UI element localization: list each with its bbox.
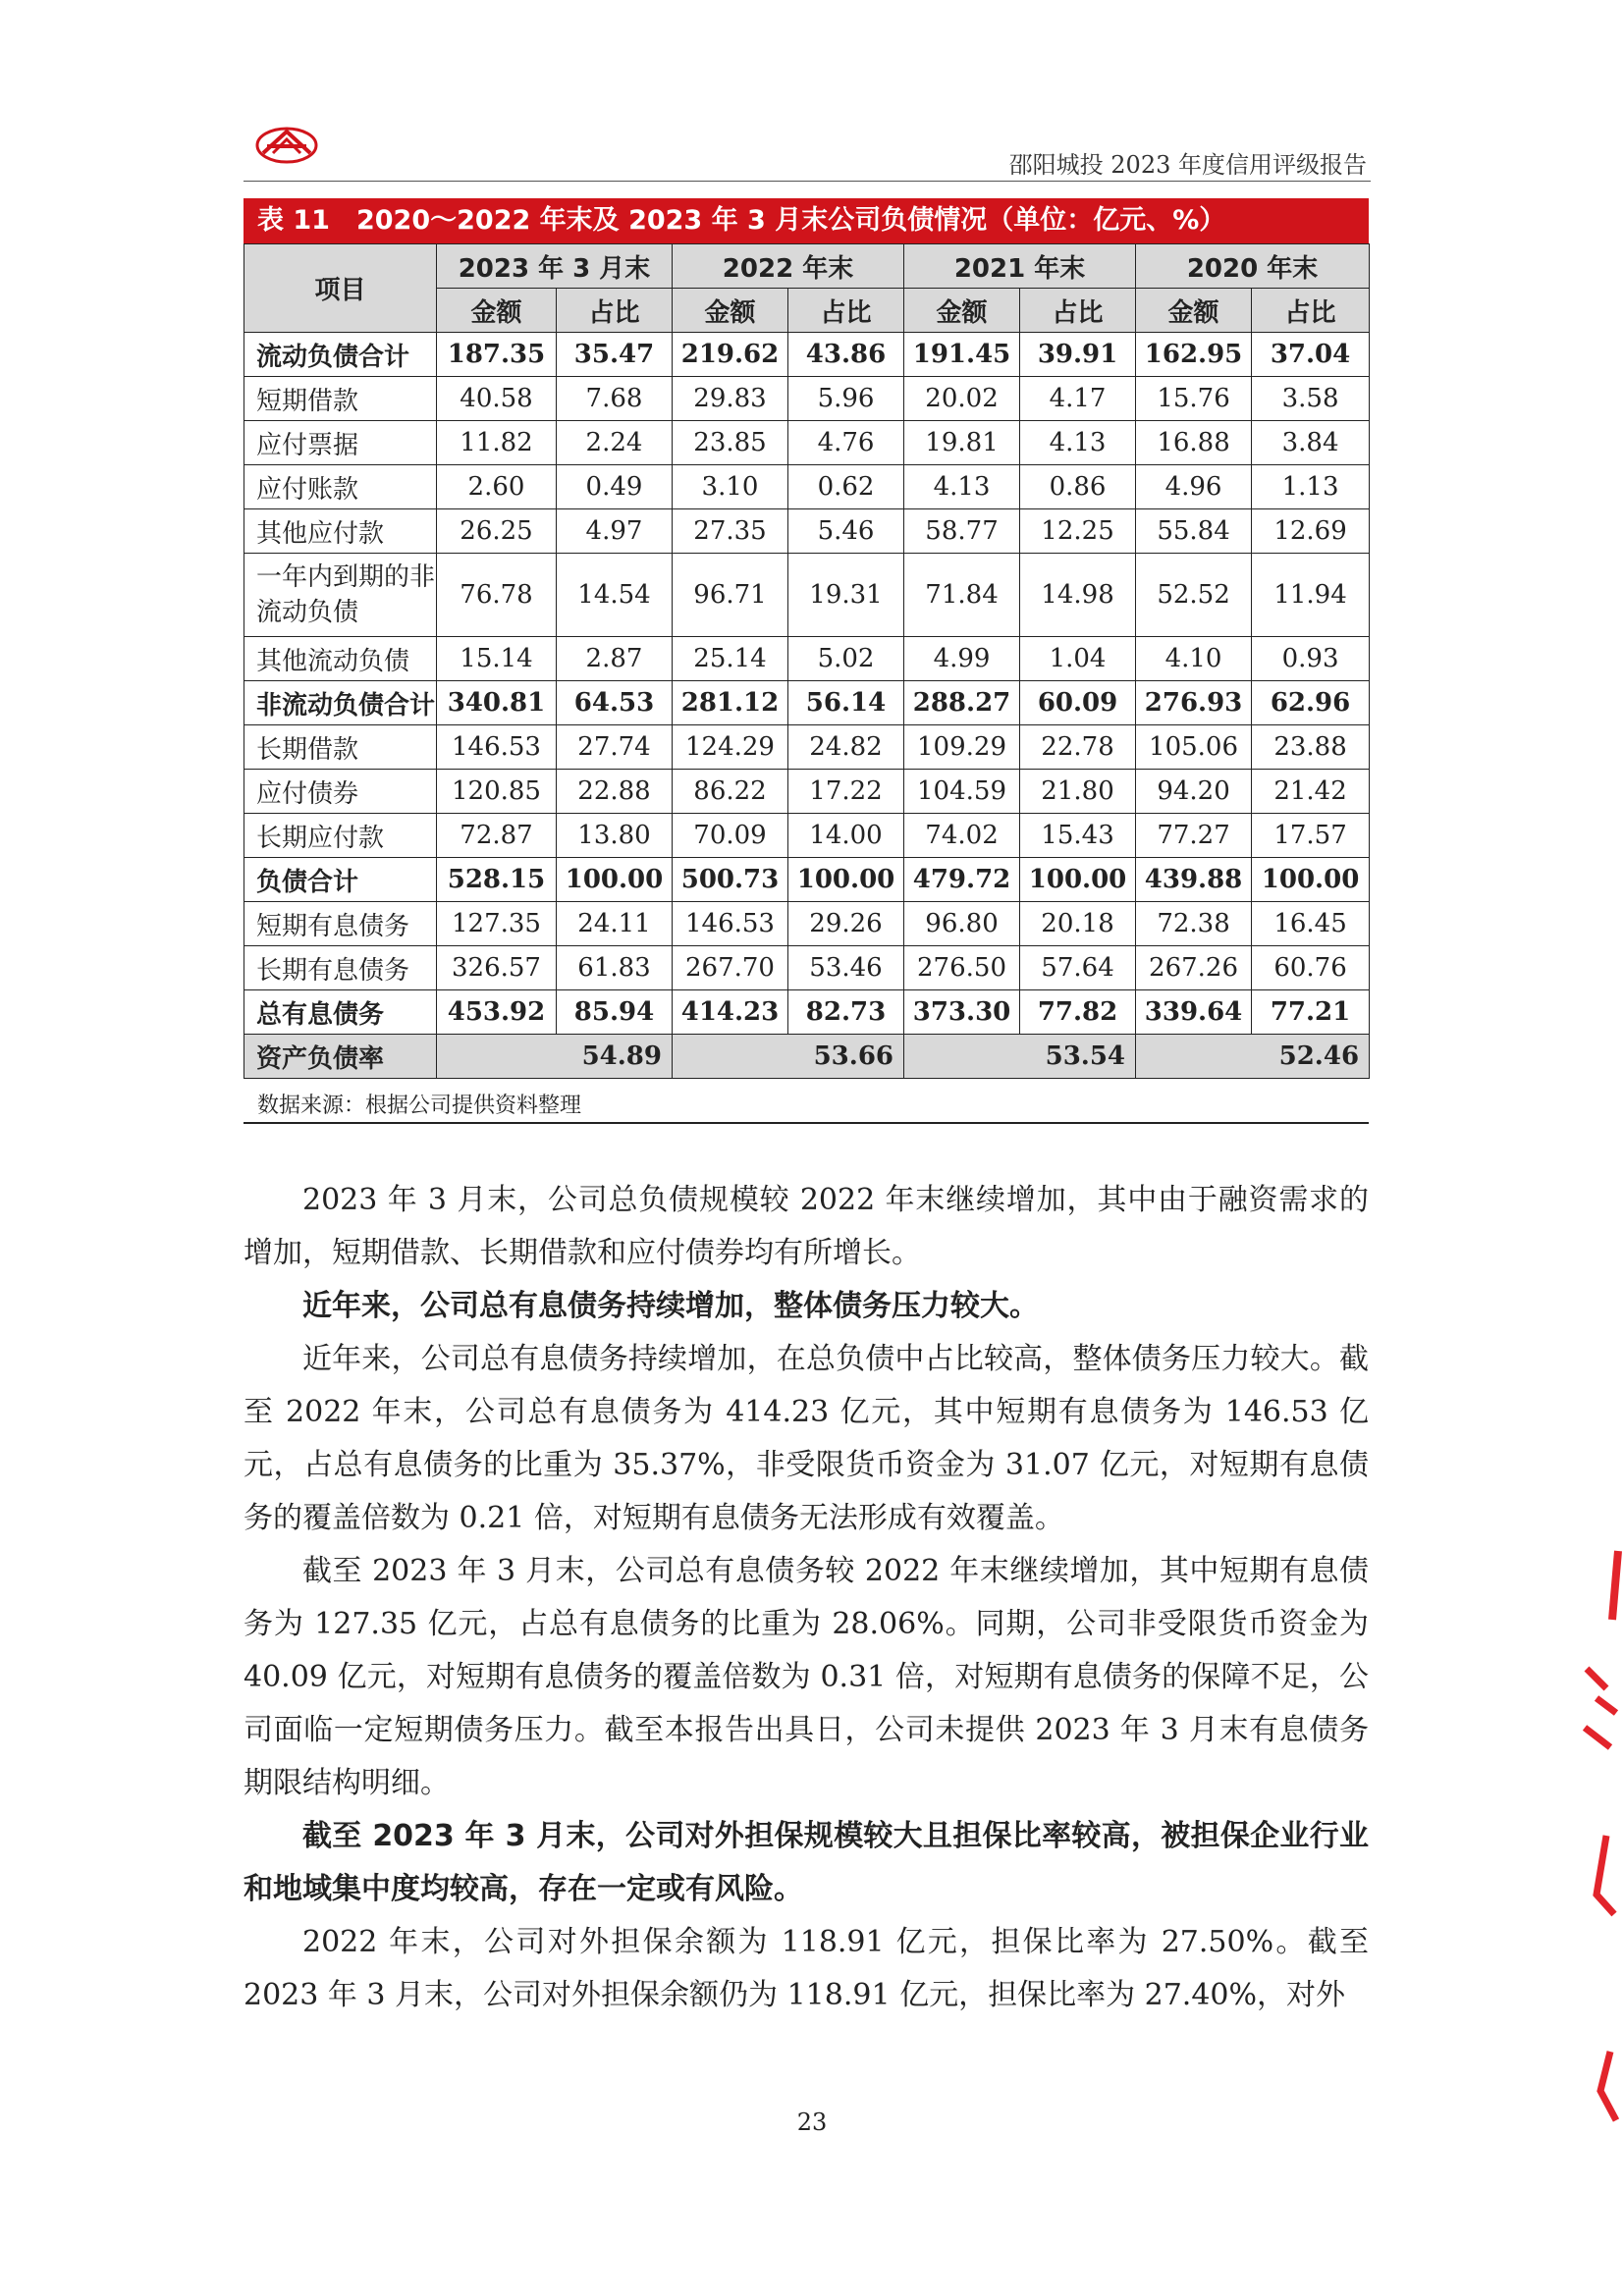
amount-cell: 4.13 [904,465,1020,509]
table-row [244,725,1370,770]
share-cell: 35.47 [557,333,673,377]
amount-cell: 20.02 [904,377,1020,421]
amount-cell: 267.26 [1136,946,1252,990]
share-cell: 11.94 [1252,554,1370,637]
table-source: 数据来源：根据公司提供资料整理 [257,1094,582,1118]
amount-cell: 2.60 [437,465,557,509]
ratio-cell: 52.46 [1136,1035,1370,1079]
share-cell: 0.93 [1252,637,1370,681]
share-cell: 60.09 [1020,681,1136,725]
share-cell: 57.64 [1020,946,1136,990]
share-cell: 64.53 [557,681,673,725]
amount-cell: 187.35 [437,333,557,377]
share-cell: 12.69 [1252,509,1370,554]
amount-cell: 453.92 [437,990,557,1035]
row-label: 流动负债合计 [244,333,437,377]
share-cell: 3.58 [1252,377,1370,421]
amount-cell: 15.76 [1136,377,1252,421]
share-cell: 5.02 [788,637,904,681]
share-cell: 20.18 [1020,902,1136,946]
amount-cell: 267.70 [673,946,788,990]
share-cell: 23.88 [1252,725,1370,770]
body-paragraph: 2023 年 3 月末，公司总负债规模较 2022 年末继续增加，其中由于融资需求的增加，短期借款、长期借款和应付债券均有所增长。 [244,1183,1369,1270]
amount-cell: 288.27 [904,681,1020,725]
table-row [244,858,1370,902]
debt-table [244,243,1370,1079]
amount-cell: 3.10 [673,465,788,509]
share-cell: 43.86 [788,333,904,377]
bold-heading-paragraph: 截至 2023 年 3 月末，公司对外担保规模较大且担保比率较高，被担保企业行业和地域集中度均较高，存在一定或有风险。 [244,1819,1369,1906]
amount-cell: 94.20 [1136,770,1252,814]
share-cell: 82.73 [788,990,904,1035]
share-cell: 100.00 [1020,858,1136,902]
share-cell: 100.00 [1252,858,1370,902]
amount-cell: 109.29 [904,725,1020,770]
amount-cell: 500.73 [673,858,788,902]
share-cell: 24.11 [557,902,673,946]
amount-cell: 19.81 [904,421,1020,465]
share-cell: 13.80 [557,814,673,858]
amount-cell: 11.82 [437,421,557,465]
amount-cell: 528.15 [437,858,557,902]
amount-cell: 58.77 [904,509,1020,554]
share-cell: 1.04 [1020,637,1136,681]
amount-cell: 23.85 [673,421,788,465]
row-label: 其他应付款 [244,509,437,554]
amount-cell: 25.14 [673,637,788,681]
row-label: 其他流动负债 [244,637,437,681]
share-cell: 24.82 [788,725,904,770]
share-cell: 100.00 [557,858,673,902]
amount-cell: 52.52 [1136,554,1252,637]
share-cell: 14.00 [788,814,904,858]
share-cell: 0.86 [1020,465,1136,509]
share-cell: 0.62 [788,465,904,509]
share-header: 占比 [788,289,904,333]
amount-cell: 373.30 [904,990,1020,1035]
share-cell: 2.24 [557,421,673,465]
table-row [244,990,1370,1035]
share-cell: 62.96 [1252,681,1370,725]
share-cell: 56.14 [788,681,904,725]
share-cell: 2.87 [557,637,673,681]
amount-cell: 4.96 [1136,465,1252,509]
table-row [244,770,1370,814]
share-cell: 27.74 [557,725,673,770]
share-header: 占比 [557,289,673,333]
amount-cell: 339.64 [1136,990,1252,1035]
period-header: 2020 年末 [1136,244,1370,289]
row-label: 短期借款 [244,377,437,421]
share-cell: 0.49 [557,465,673,509]
table-row [244,377,1370,421]
amount-cell: 74.02 [904,814,1020,858]
company-logo [253,126,320,165]
row-label: 长期借款 [244,725,437,770]
share-cell: 14.54 [557,554,673,637]
amount-cell: 120.85 [437,770,557,814]
share-cell: 14.98 [1020,554,1136,637]
share-cell: 19.31 [788,554,904,637]
row-label: 长期应付款 [244,814,437,858]
row-label: 总有息债务 [244,990,437,1035]
share-cell: 4.17 [1020,377,1136,421]
body-paragraph: 2022 年末，公司对外担保余额为 118.91 亿元，担保比率为 27.50%。截至 2023 年 3 月末，公司对外担保余额仍为 118.91 亿元，担保比率为 27.40%，对外 [244,1925,1369,2012]
amount-cell: 146.53 [673,902,788,946]
share-cell: 29.26 [788,902,904,946]
amount-cell: 105.06 [1136,725,1252,770]
item-header: 项目 [244,244,437,333]
table-row [244,946,1370,990]
amount-header: 金额 [673,289,788,333]
amount-cell: 414.23 [673,990,788,1035]
share-cell: 77.21 [1252,990,1370,1035]
page-number: 23 [796,2109,828,2136]
row-label: 负债合计 [244,858,437,902]
amount-cell: 72.38 [1136,902,1252,946]
share-cell: 1.13 [1252,465,1370,509]
period-header: 2023 年 3 月末 [437,244,673,289]
amount-cell: 146.53 [437,725,557,770]
amount-cell: 326.57 [437,946,557,990]
amount-cell: 340.81 [437,681,557,725]
amount-cell: 104.59 [904,770,1020,814]
row-label: 资产负债率 [244,1035,437,1079]
amount-cell: 127.35 [437,902,557,946]
amount-cell: 276.50 [904,946,1020,990]
amount-cell: 16.88 [1136,421,1252,465]
share-cell: 16.45 [1252,902,1370,946]
body-paragraph: 截至 2023 年 3 月末，公司总有息债务较 2022 年末继续增加，其中短期有息债务为 127.35 亿元，占总有息债务的比重为 28.06%。同期，公司非受限货币资金为 40.09 亿元，对短期有息债务的覆盖倍数为 0.31 倍，对短期有息债务的保障不足，公司面临一定短期债务压力。截至本报告出具日，公司未提供 2023 年 3 月末有息债务期限结构明细。 [244,1554,1369,1800]
share-cell: 77.82 [1020,990,1136,1035]
amount-cell: 191.45 [904,333,1020,377]
debt-table-block [244,198,1369,1124]
row-label: 应付票据 [244,421,437,465]
share-cell: 15.43 [1020,814,1136,858]
table-bottom-rule [244,1122,1369,1124]
period-header: 2022 年末 [673,244,904,289]
share-cell: 4.76 [788,421,904,465]
amount-cell: 15.14 [437,637,557,681]
row-label: 长期有息债务 [244,946,437,990]
share-header: 占比 [1252,289,1370,333]
table-row [244,421,1370,465]
share-cell: 37.04 [1252,333,1370,377]
debt-table-body [244,333,1370,1079]
amount-cell: 4.99 [904,637,1020,681]
table-row [244,465,1370,509]
table-row-ratio [244,1035,1370,1079]
row-label: 短期有息债务 [244,902,437,946]
amount-cell: 76.78 [437,554,557,637]
period-header: 2021 年末 [904,244,1136,289]
amount-cell: 162.95 [1136,333,1252,377]
share-cell: 21.80 [1020,770,1136,814]
amount-header: 金额 [1136,289,1252,333]
share-cell: 12.25 [1020,509,1136,554]
share-cell: 7.68 [557,377,673,421]
amount-cell: 72.87 [437,814,557,858]
amount-cell: 439.88 [1136,858,1252,902]
share-cell: 61.83 [557,946,673,990]
share-cell: 53.46 [788,946,904,990]
share-cell: 22.78 [1020,725,1136,770]
amount-cell: 70.09 [673,814,788,858]
amount-cell: 55.84 [1136,509,1252,554]
bold-heading-paragraph: 近年来，公司总有息债务持续增加，整体债务压力较大。 [302,1289,1039,1323]
ratio-cell: 53.54 [904,1035,1136,1079]
amount-cell: 276.93 [1136,681,1252,725]
amount-cell: 219.62 [673,333,788,377]
amount-cell: 124.29 [673,725,788,770]
row-label: 应付债券 [244,770,437,814]
table-row [244,554,1370,637]
amount-cell: 26.25 [437,509,557,554]
table-row [244,637,1370,681]
table-row [244,509,1370,554]
report-title: 邵阳城投 2023 年度信用评级报告 [1008,151,1367,179]
share-cell: 17.22 [788,770,904,814]
share-cell: 5.96 [788,377,904,421]
share-header: 占比 [1020,289,1136,333]
amount-cell: 77.27 [1136,814,1252,858]
share-cell: 17.57 [1252,814,1370,858]
share-cell: 4.97 [557,509,673,554]
amount-cell: 281.12 [673,681,788,725]
header-divider [244,181,1371,182]
table-row [244,902,1370,946]
share-cell: 22.88 [557,770,673,814]
ratio-cell: 54.89 [437,1035,673,1079]
amount-cell: 4.10 [1136,637,1252,681]
amount-cell: 479.72 [904,858,1020,902]
amount-cell: 86.22 [673,770,788,814]
amount-cell: 29.83 [673,377,788,421]
share-cell: 5.46 [788,509,904,554]
share-cell: 60.76 [1252,946,1370,990]
table-title: 表 11 2020～2022 年末及 2023 年 3 月末公司负债情况（单位：亿元、%） [244,198,1369,243]
table-row [244,814,1370,858]
share-cell: 85.94 [557,990,673,1035]
body-paragraph: 近年来，公司总有息债务持续增加，在总负债中占比较高，整体债务压力较大。截至 2022 年末，公司总有息债务为 414.23 亿元，其中短期有息债务为 146.53 亿元，占总有息债务的比重为 35.37%，非受限货币资金为 31.07 亿元，对短期有息债务的覆盖倍数为 0.21 倍，对短期有息债务无法形成有效覆盖。 [244,1342,1369,1535]
amount-header: 金额 [437,289,557,333]
amount-cell: 96.71 [673,554,788,637]
share-cell: 100.00 [788,858,904,902]
row-label: 一年内到期的非流动负债 [244,554,437,637]
table-row [244,333,1370,377]
table-row [244,681,1370,725]
ratio-cell: 53.66 [673,1035,904,1079]
amount-cell: 40.58 [437,377,557,421]
share-cell: 21.42 [1252,770,1370,814]
share-cell: 39.91 [1020,333,1136,377]
amount-header: 金额 [904,289,1020,333]
amount-cell: 27.35 [673,509,788,554]
body-text [244,1174,1369,2022]
seal-stamp-fragment [1567,1541,1624,2150]
row-label: 非流动负债合计 [244,681,437,725]
amount-cell: 96.80 [904,902,1020,946]
share-cell: 3.84 [1252,421,1370,465]
share-cell: 4.13 [1020,421,1136,465]
amount-cell: 71.84 [904,554,1020,637]
row-label: 应付账款 [244,465,437,509]
